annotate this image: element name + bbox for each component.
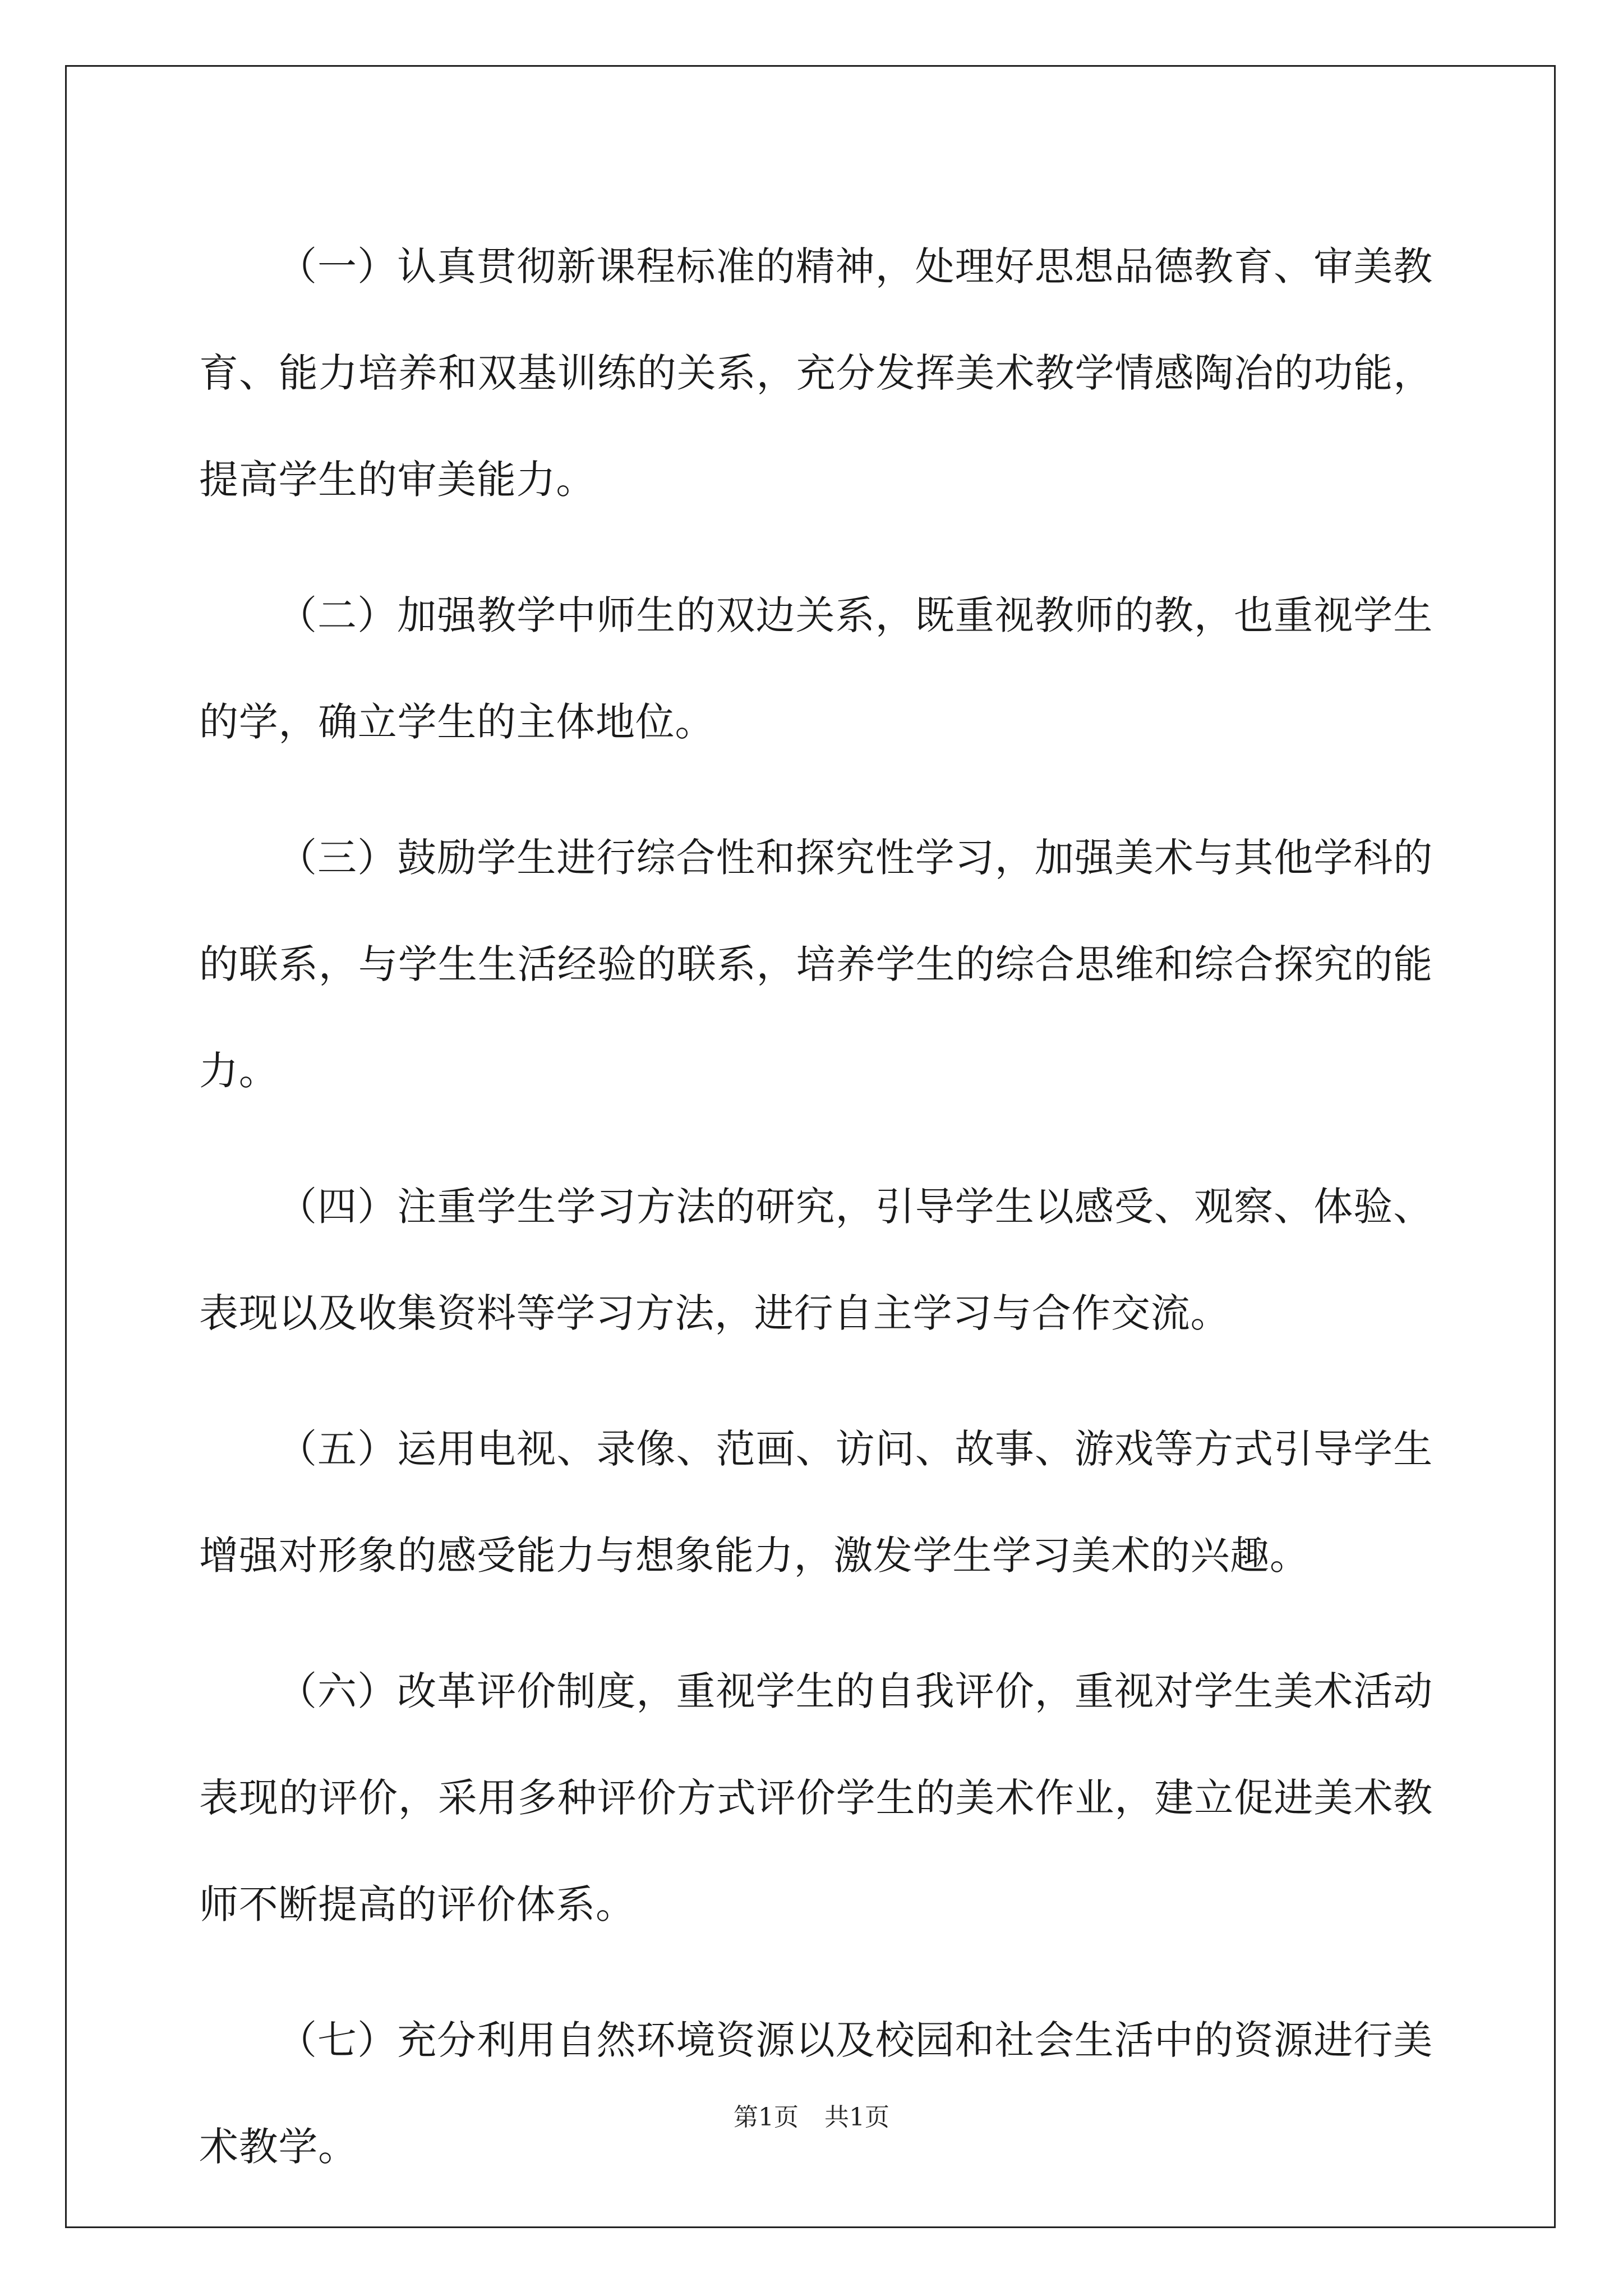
paragraph-3: （三）鼓励学生进行综合性和探究性学习，加强美术与其他学科的的联系，与学生生活经验的联系，培养学生的综合思维和综合探究的能力。 — [199, 835, 1433, 1094]
page-number-current: 第1页 — [734, 2103, 799, 2132]
page-number-total: 共1页 — [824, 2103, 889, 2132]
paragraph-6: （六）改革评价制度，重视学生的自我评价，重视对学生美术活动表现的评价，采用多种评价方式评价学生的美术作业，建立促进美术教师不断提高的评价体系。 — [199, 1668, 1433, 1927]
paragraph-1: （一）认真贯彻新课程标准的精神，处理好思想品德教育、审美教育、能力培养和双基训练的关系，充分发挥美术教学情感陶冶的功能，提高学生的审美能力。 — [199, 243, 1433, 503]
page-footer — [0, 2101, 1623, 2134]
paragraph-5: （五）运用电视、录像、范画、访问、故事、游戏等方式引导学生增强对形象的感受能力与想象能力，激发学生学习美术的兴趣。 — [199, 1426, 1433, 1579]
paragraph-2: （二）加强教学中师生的双边关系，既重视教师的教，也重视学生的学，确立学生的主体地位。 — [199, 592, 1433, 745]
paragraph-7: （七）充分利用自然环境资源以及校园和社会生活中的资源进行美术教学。 — [199, 2017, 1433, 2170]
document-body — [199, 213, 1433, 2229]
paragraph-4: （四）注重学生学习方法的研究，引导学生以感受、观察、体验、表现以及收集资料等学习方法，进行自主学习与合作交流。 — [199, 1184, 1433, 1336]
